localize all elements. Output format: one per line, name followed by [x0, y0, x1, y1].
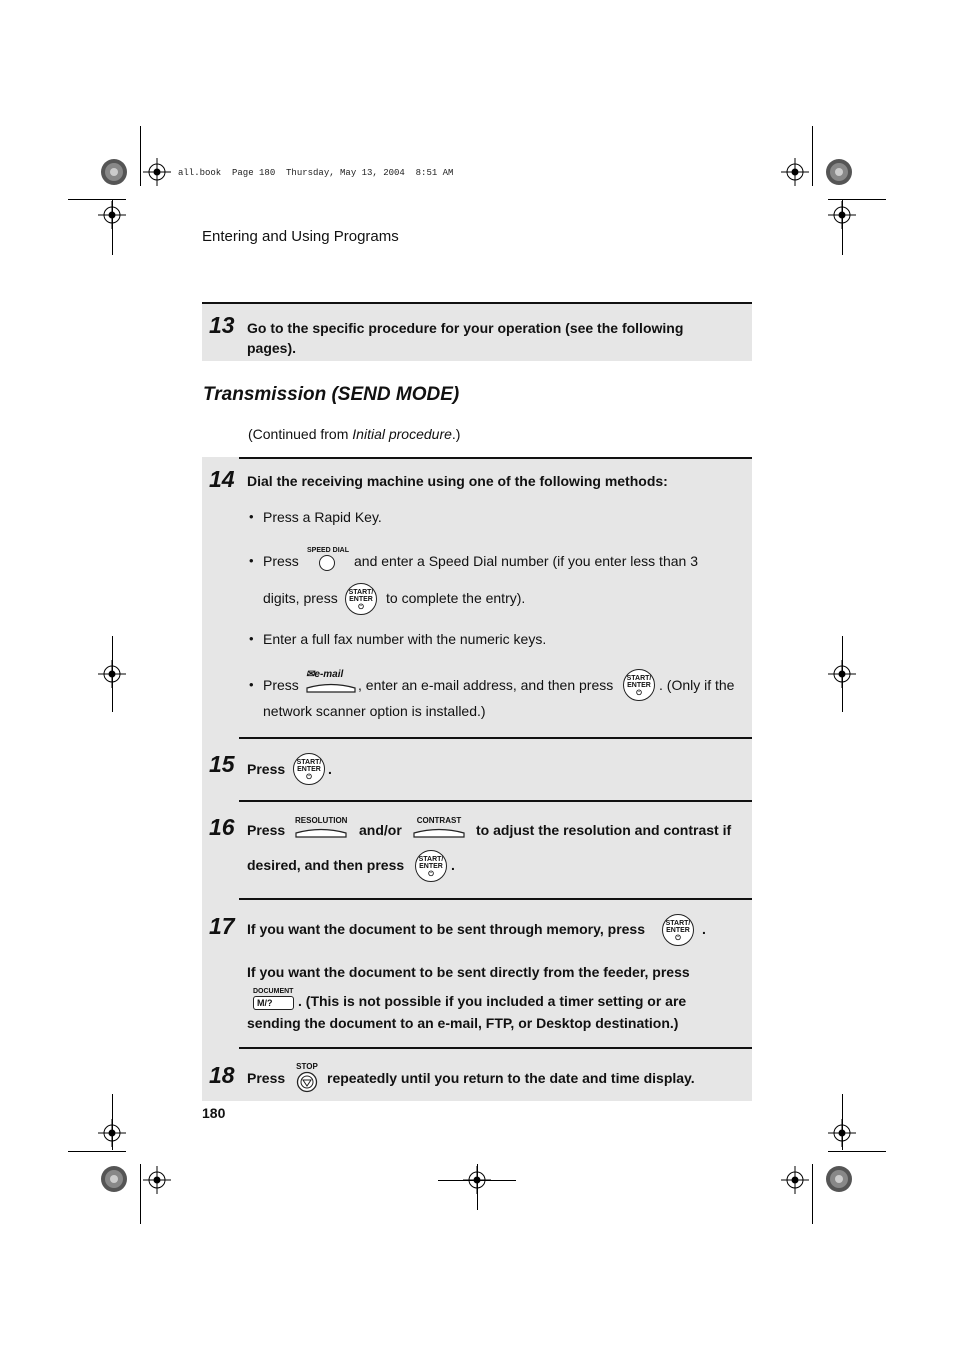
- start-enter-key: START/ ENTER ⏻: [662, 914, 694, 946]
- start-icon: ⏻: [358, 604, 364, 611]
- step-text: Press: [247, 822, 286, 838]
- start-enter-key: START/ ENTER ⏻: [293, 753, 325, 785]
- step-17: [202, 898, 752, 1047]
- envelope-icon: ✉: [306, 669, 315, 680]
- step-text: If you want the document to be sent through memory, press: [247, 921, 646, 937]
- resolution-key: RESOLUTION: [295, 816, 347, 844]
- start-enter-key: START/ ENTER ⏻: [623, 669, 655, 701]
- bullet: •: [249, 509, 254, 524]
- step-text: pages).: [247, 340, 297, 356]
- bullet: •: [249, 631, 254, 646]
- running-head: Entering and Using Programs: [202, 228, 399, 245]
- list-item: , enter an e-mail address, and then press: [358, 677, 614, 693]
- step-text: If you want the document to be sent directly from the feeder, press: [247, 964, 690, 980]
- document-key-icon: M/?: [253, 996, 294, 1010]
- list-item: and enter a Speed Dial number (if you enter less than 3: [354, 553, 698, 569]
- list-item: Press: [263, 553, 299, 569]
- step-text: repeatedly until you return to the date and time display.: [327, 1070, 695, 1086]
- step-number: 15: [209, 751, 235, 777]
- step-text: Press: [247, 1070, 286, 1086]
- start-icon: ⏻: [428, 871, 434, 878]
- contrast-key: CONTRAST: [413, 816, 465, 844]
- speed-dial-key: SPEED DIAL: [307, 547, 349, 571]
- stop-icon: [295, 1071, 319, 1093]
- step-text: . (This is not possible if you included a timer setting or are: [298, 993, 687, 1009]
- step-text: to adjust the resolution and contrast if: [476, 822, 732, 838]
- print-header: all.book Page 180 Thursday, May 13, 2004 8:51 AM: [178, 168, 454, 178]
- step-text: and/or: [359, 822, 402, 838]
- step-16: [202, 800, 752, 898]
- stop-key: STOP: [295, 1062, 319, 1098]
- step-number: 18: [209, 1062, 235, 1088]
- step-number: 16: [209, 814, 235, 840]
- speed-dial-key-icon: [319, 555, 335, 571]
- bullet: •: [249, 553, 254, 568]
- step-number: 13: [209, 312, 235, 338]
- list-item: Enter a full fax number with the numeric keys.: [263, 631, 547, 647]
- step-number: 14: [209, 466, 235, 492]
- start-icon: ⏻: [636, 690, 642, 697]
- step-15: [202, 737, 752, 800]
- step-text: Press: [247, 761, 286, 777]
- start-icon: ⏻: [306, 774, 312, 781]
- step-text: Go to the specific procedure for your operation (see the following: [247, 320, 684, 336]
- step-text: .: [702, 921, 706, 937]
- list-item: network scanner option is installed.): [263, 703, 486, 719]
- step-number: 17: [209, 913, 235, 939]
- page-number: 180: [202, 1105, 226, 1121]
- step-18: [202, 1047, 752, 1101]
- contrast-key-icon: [413, 825, 465, 839]
- start-enter-key: START/ ENTER ⏻: [345, 583, 377, 615]
- step-heading: Dial the receiving machine using one of the following methods:: [247, 473, 668, 489]
- continued-note: (Continued from Initial procedure.): [248, 426, 461, 442]
- bullet: •: [249, 677, 254, 692]
- document-key: DOCUMENT M/?: [253, 988, 294, 1008]
- resolution-key-icon: [295, 825, 347, 839]
- email-key-icon: [306, 680, 356, 694]
- email-key: ✉e-mail: [306, 669, 356, 699]
- step-text: .: [451, 857, 455, 873]
- list-item: Press: [263, 677, 299, 693]
- list-item: digits, press: [263, 590, 338, 606]
- step-text: sending the document to an e-mail, FTP, or Desktop destination.): [247, 1015, 679, 1031]
- step-text: .: [328, 761, 332, 777]
- section-title: Transmission (SEND MODE): [203, 384, 460, 405]
- step-text: desired, and then press: [247, 857, 405, 873]
- start-enter-key: START/ ENTER ⏻: [415, 850, 447, 882]
- list-item: . (Only if the: [659, 677, 735, 693]
- list-item: Press a Rapid Key.: [263, 509, 382, 525]
- step-13: [202, 302, 752, 361]
- step-14: [202, 457, 752, 737]
- start-icon: ⏻: [675, 935, 681, 942]
- list-item: to complete the entry).: [386, 590, 526, 606]
